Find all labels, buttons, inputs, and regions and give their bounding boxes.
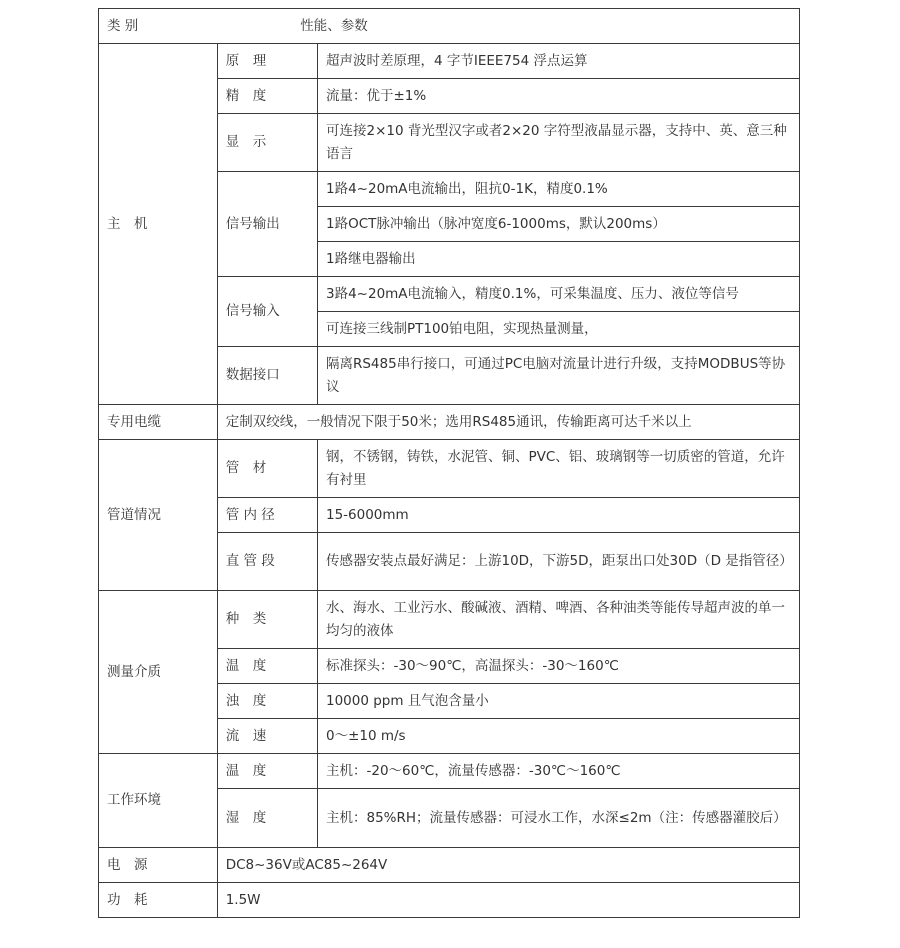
param-humidity: 湿 度 (217, 789, 317, 848)
param-signal-output: 信号输出 (217, 172, 317, 277)
table-row (99, 440, 800, 498)
value-consumption: 1.5W (217, 883, 799, 918)
value-signal-output-3: 1路继电器输出 (317, 242, 799, 277)
value-inner-diameter: 15-6000mm (317, 498, 799, 533)
header-category: 类 别 (107, 17, 139, 34)
category-cable: 专用电缆 (99, 405, 218, 440)
header-row (99, 9, 800, 44)
param-medium-kind: 种 类 (217, 591, 317, 649)
value-pipe-material: 钢，不锈钢，铸铁，水泥管、铜、PVC、铝、玻璃钢等一切质密的管道，允许有衬里 (317, 440, 799, 498)
table-row (99, 754, 800, 789)
param-pipe-material: 管 材 (217, 440, 317, 498)
param-straight-section: 直 管 段 (217, 533, 317, 591)
param-accuracy: 精 度 (217, 79, 317, 114)
param-env-temperature: 温 度 (217, 754, 317, 789)
category-medium: 测量介质 (99, 591, 218, 754)
param-inner-diameter: 管 内 径 (217, 498, 317, 533)
table-row (99, 883, 800, 918)
category-consumption: 功 耗 (99, 883, 218, 918)
param-signal-input: 信号输入 (217, 277, 317, 347)
value-signal-input-1: 3路4~20mA电流输入，精度0.1%，可采集温度、压力、液位等信号 (317, 277, 799, 312)
value-principle: 超声波时差原理，4 字节IEEE754 浮点运算 (317, 44, 799, 79)
value-power: DC8~36V或AC85~264V (217, 848, 799, 883)
value-accuracy: 流量：优于±1% (317, 79, 799, 114)
param-display: 显 示 (217, 114, 317, 172)
param-medium-temperature: 温 度 (217, 649, 317, 684)
value-straight-section: 传感器安装点最好满足：上游10D，下游5D，距泵出口处30D（D 是指管径） (317, 533, 799, 591)
table-row (99, 44, 800, 79)
table-row (99, 848, 800, 883)
value-signal-input-2: 可连接三线制PT100铂电阻，实现热量测量， (317, 312, 799, 347)
value-display: 可连接2×10 背光型汉字或者2×20 字符型液晶显示器，支持中、英、意三种语言 (317, 114, 799, 172)
header-cell (99, 9, 800, 44)
value-data-interface: 隔离RS485串行接口，可通过PC电脑对流量计进行升级，支持MODBUS等协议 (317, 347, 799, 405)
value-signal-output-2: 1路OCT脉冲输出（脉冲宽度6-1000ms，默认200ms） (317, 207, 799, 242)
category-environment: 工作环境 (99, 754, 218, 848)
table-row (99, 591, 800, 649)
param-velocity: 流 速 (217, 719, 317, 754)
value-medium-kind: 水、海水、工业污水、酸碱液、酒精、啤酒、各种油类等能传导超声波的单一均匀的液体 (317, 591, 799, 649)
spec-table (98, 8, 800, 918)
category-main-unit: 主 机 (99, 44, 218, 405)
table-row (99, 405, 800, 440)
value-humidity: 主机：85%RH；流量传感器：可浸水工作，水深≤2m（注：传感器灌胶后） (317, 789, 799, 848)
param-data-interface: 数据接口 (217, 347, 317, 405)
category-power: 电 源 (99, 848, 218, 883)
category-pipe: 管道情况 (99, 440, 218, 591)
value-turbidity: 10000 ppm 且气泡含量小 (317, 684, 799, 719)
value-env-temperature: 主机：-20～60℃，流量传感器：-30℃～160℃ (317, 754, 799, 789)
param-turbidity: 浊 度 (217, 684, 317, 719)
header-performance: 性能、参数 (300, 17, 368, 34)
param-principle: 原 理 (217, 44, 317, 79)
value-signal-output-1: 1路4~20mA电流输出，阻抗0-1K，精度0.1% (317, 172, 799, 207)
value-velocity: 0～±10 m/s (317, 719, 799, 754)
value-medium-temperature: 标准探头：-30～90℃，高温探头：-30～160℃ (317, 649, 799, 684)
value-cable: 定制双绞线，一般情况下限于50米；选用RS485通讯，传输距离可达千米以上 (217, 405, 799, 440)
